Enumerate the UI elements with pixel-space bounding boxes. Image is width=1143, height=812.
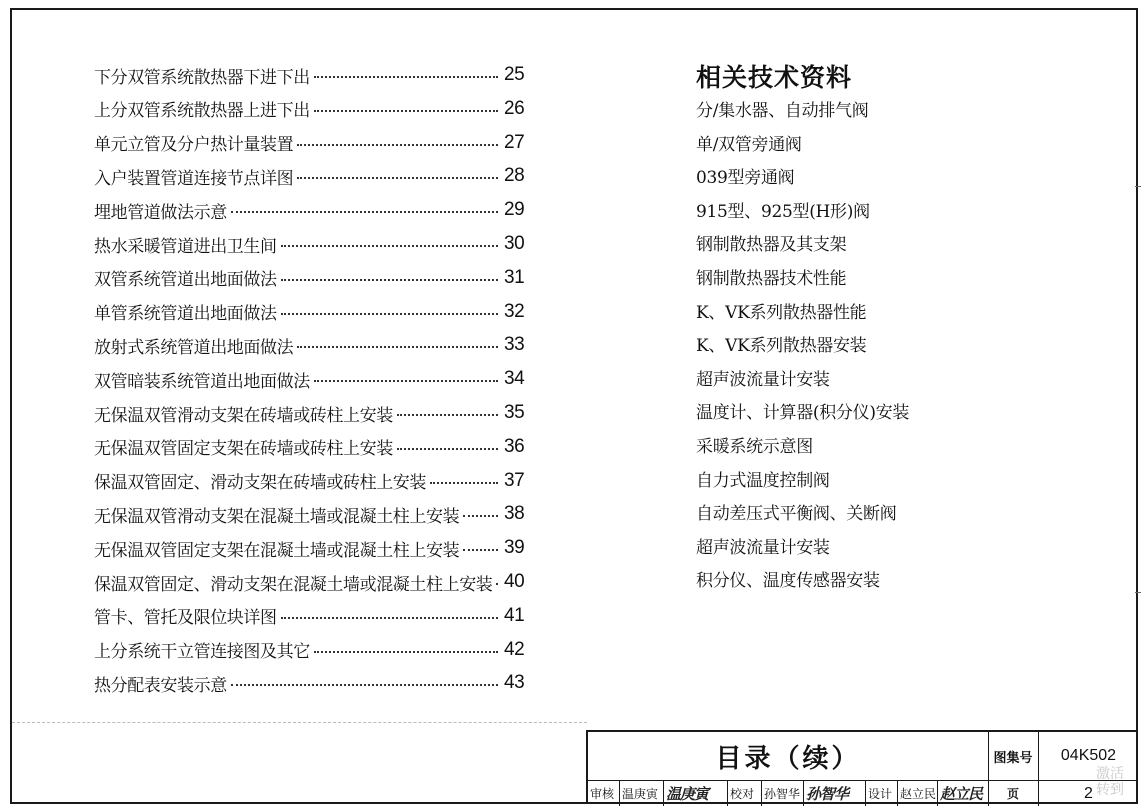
toc-entry (94, 94, 534, 124)
toc-entry-title: 保温双管固定、滑动支架在砖墙或砖柱上安装 (94, 473, 426, 494)
toc-entry-page: 29 (504, 199, 525, 221)
toc-entry-page: 40 (504, 571, 525, 592)
related-material-item: K、VK系列散热器安装 (696, 336, 867, 357)
toc-entry (94, 263, 534, 293)
related-material-item: K、VK系列散热器性能 (696, 302, 867, 323)
toc-entry (94, 635, 534, 665)
toc-entry-page: 33 (504, 334, 525, 356)
toc-entry-title: 热水采暖管道进出卫生间 (94, 236, 277, 257)
toc-entry-title: 入户装置管道连接节点详图 (94, 168, 294, 189)
toc-entry-title: 保温双管固定、滑动支架在混凝土墙或混凝土柱上安装 (94, 574, 493, 595)
toc-entry-page: 34 (504, 368, 525, 390)
toc-entry-title: 无保温双管固定支架在混凝土墙或混凝土柱上安装 (94, 540, 460, 561)
check-signature: 孙智华 (804, 781, 866, 806)
toc-entry-page: 32 (504, 300, 525, 322)
toc-leader-dots (314, 110, 498, 112)
related-material-item: 钢制散热器技术性能 (696, 269, 847, 289)
review-signature: 温庚寅 (664, 781, 728, 806)
related-material-item: 915型、925型(H形)阀 (696, 201, 870, 222)
toc-entry-title: 无保温双管滑动支架在砖墙或砖柱上安装 (94, 405, 393, 426)
toc-entry-title: 上分系统干立管连接图及其它 (94, 642, 310, 663)
toc-entry-title: 双管系统管道出地面做法 (94, 270, 277, 291)
design-label: 设计 (866, 781, 898, 806)
watermark-line2: 转到 (1096, 782, 1124, 798)
toc-entry-title: 下分双管系统散热器下进下出 (94, 67, 310, 88)
toc-entry-title: 单管系统管道出地面做法 (94, 304, 277, 325)
related-material-item: 单/双管旁通阀 (696, 134, 802, 155)
toc-entry-page: 25 (504, 64, 525, 85)
toc-entry-page: 37 (504, 469, 525, 491)
design-signature: 赵立民 (940, 785, 983, 803)
page-label: 页 (988, 781, 1039, 806)
toc-entry (94, 330, 534, 360)
toc-entry (94, 398, 534, 428)
toc-entry (94, 60, 534, 90)
divider-line (12, 722, 587, 723)
toc-leader-dots (463, 549, 498, 551)
related-material-item: 分/集水器、自动排气阀 (696, 101, 869, 121)
toc-entry-page: 26 (504, 97, 525, 119)
toc-entry (94, 499, 534, 529)
related-material-item: 超声波流量计安装 (696, 369, 830, 390)
check-name: 孙智华 (762, 781, 804, 806)
toc-leader-dots (397, 448, 498, 450)
toc-leader-dots (297, 346, 498, 348)
related-material-item: 温度计、计算器(积分仪)安装 (696, 403, 910, 424)
check-label: 校对 (728, 781, 762, 806)
activation-watermark (1096, 766, 1140, 798)
toc-entry-title: 管卡、管托及限位块详图 (94, 608, 277, 629)
toc-leader-dots (281, 313, 498, 315)
related-material-item: 039型旁通阀 (696, 168, 795, 189)
toc-leader-dots (231, 211, 498, 213)
toc-entry-page: 38 (504, 503, 525, 525)
toc-leader-dots (231, 684, 498, 686)
toc-leader-dots (314, 380, 498, 382)
toc-entry (94, 229, 534, 259)
toc-entry-page: 43 (504, 672, 525, 694)
edge-tick (1135, 592, 1141, 593)
toc-entry (94, 533, 534, 563)
toc-entry-title: 无保温双管滑动支架在混凝土墙或混凝土柱上安装 (94, 506, 460, 527)
toc-entry-title: 放射式系统管道出地面做法 (94, 337, 294, 358)
toc-entry (94, 567, 534, 597)
atlas-label: 图集号 (988, 732, 1039, 781)
page-number: 2 (1084, 784, 1093, 802)
toc-entry (94, 601, 534, 631)
toc-entry-page: 35 (504, 402, 525, 423)
toc-leader-dots (297, 144, 498, 146)
review-label: 审核 (588, 781, 620, 806)
related-material-item: 自动差压式平衡阀、关断阀 (696, 504, 897, 525)
toc-leader-dots (463, 515, 498, 517)
related-material-item: 采暖系统示意图 (696, 437, 813, 457)
toc-entry-title: 上分双管系统散热器上进下出 (94, 101, 310, 122)
toc-entry-page: 30 (504, 233, 525, 254)
related-material-item: 自力式温度控制阀 (696, 470, 830, 491)
title-block (586, 730, 1138, 804)
toc-leader-dots (314, 76, 498, 78)
toc-entry-title: 单元立管及分户热计量装置 (94, 135, 294, 156)
toc-entry (94, 195, 534, 225)
related-materials-heading: 相关技术资料 (696, 63, 853, 92)
signature-row (588, 781, 989, 806)
toc-entry-page: 42 (504, 638, 525, 660)
toc-leader-dots (397, 414, 498, 416)
toc-entry (94, 128, 534, 158)
toc-entry-page: 39 (504, 537, 525, 559)
toc-entry-page: 41 (504, 604, 525, 626)
toc-entry (94, 161, 534, 191)
related-material-item: 超声波流量计安装 (696, 537, 830, 558)
related-material-item: 积分仪、温度传感器安装 (696, 571, 880, 592)
toc-entry-title: 双管暗装系统管道出地面做法 (94, 371, 310, 392)
toc-leader-dots (496, 583, 498, 585)
toc-leader-dots (297, 177, 498, 179)
toc-entry-title: 无保温双管固定支架在砖墙或砖柱上安装 (94, 439, 393, 460)
watermark-line1: 激活 (1096, 766, 1124, 782)
toc-entry-page: 31 (504, 266, 525, 288)
design-name: 赵立民 (898, 781, 938, 806)
toc-leader-dots (281, 279, 498, 281)
toc-leader-dots (281, 245, 498, 247)
review-name: 温庚寅 (620, 781, 664, 806)
toc-leader-dots (281, 617, 498, 619)
toc-entry (94, 466, 534, 496)
toc-entry-title: 热分配表安装示意 (94, 675, 227, 696)
edge-tick (1135, 186, 1141, 187)
toc-entry (94, 432, 534, 462)
atlas-number: 04K502 (1039, 732, 1138, 781)
toc-entry (94, 364, 534, 394)
toc-entry (94, 297, 534, 327)
toc-entry-title: 埋地管道做法示意 (94, 202, 227, 223)
toc-entry-page: 28 (504, 165, 525, 187)
toc-leader-dots (430, 482, 498, 484)
toc-entry-page: 27 (504, 131, 525, 153)
toc-leader-dots (314, 651, 498, 653)
related-material-item: 钢制散热器及其支架 (696, 235, 847, 256)
toc-entry (94, 668, 534, 698)
toc-entry-page: 36 (504, 435, 525, 457)
document-title: 目录（续） (588, 732, 989, 781)
